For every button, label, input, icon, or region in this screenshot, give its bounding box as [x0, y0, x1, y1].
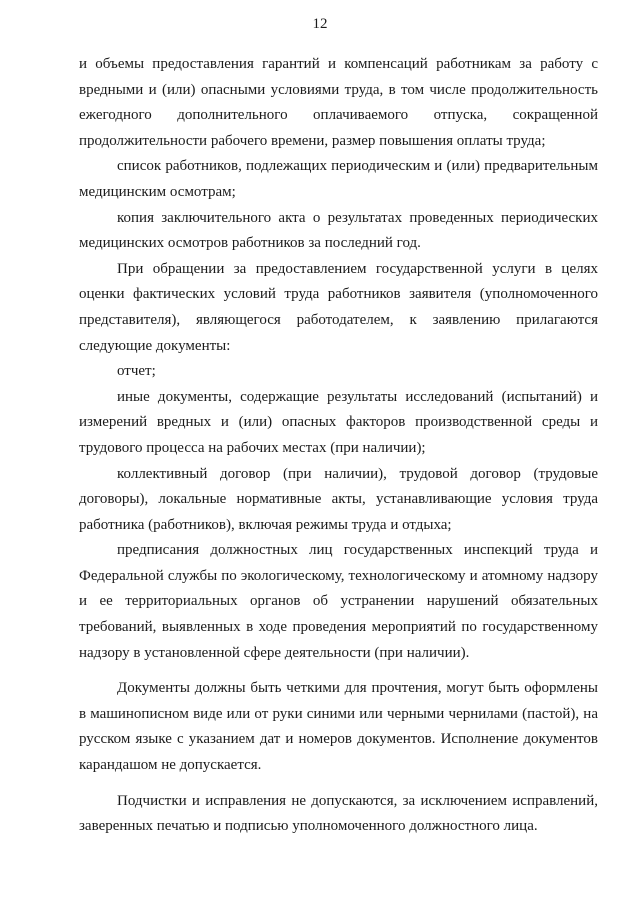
paragraph-assessment-request: При обращении за предоставлением государственной услуги в целях оценки фактических условий труда работников заявителя (уполномоченного представителя), являющегося работодателем, к заявлению прилагаются следующие документы:: [79, 260, 598, 354]
paragraph-report: отчет;: [117, 363, 156, 380]
paragraph-guarantees-continuation: и объемы предоставления гарантий и компенсаций работникам за работу с вредными и (или) опасными условиями труда, в том числе продолжительность ежегодного дополнительного оплачиваемого отпуска, сокращенной продолжительности рабочего времени, размер повышения оплаты труда;: [79, 56, 598, 149]
paragraph-gap: [79, 779, 598, 789]
paragraph-gap: [79, 666, 598, 676]
paragraph-inspection-orders: предписания должностных лиц государственных инспекций труда и Федеральной службы по экологическому, технологическому и атомному надзору и ее территориальных органов об устранении нарушений обязательных требований, выявленных в ходе проведения мероприятий по государственному надзору в установленной сфере деятельности (при наличии).: [79, 542, 598, 661]
paragraph-corrections-rule: Подчистки и исправления не допускаются, за исключением исправлений, заверенных печатью и подписью уполномоченного должностного лица.: [79, 792, 598, 835]
page-number: 12: [312, 16, 328, 32]
paragraph-employees-list: список работников, подлежащих периодическим и (или) предварительным медицинским осмотрам;: [79, 158, 598, 200]
paragraph-document-requirements: Документы должны быть четкими для прочтения, могут быть оформлены в машинописном виде или от руки синими или черными чернилами (пастой), на русском языке с указанием дат и номеров документов. Исполнение документов карандашом не допускается.: [79, 680, 598, 774]
paragraph-research-documents: иные документы, содержащие результаты исследований (испытаний) и измерений вредных и (или) опасных факторов производственной среды и трудового процесса на рабочих местах (при наличии);: [79, 388, 598, 456]
paragraph-collective-agreement: коллективный договор (при наличии), трудовой договор (трудовые договоры), локальные нормативные акты, устанавливающие условия труда работника (работников), включая режимы труда и отдыха;: [79, 465, 598, 533]
document-body: [79, 52, 598, 840]
paragraph-medical-act-copy: копия заключительного акта о результатах проведенных периодических медицинских осмотров работников за последний год.: [79, 209, 598, 252]
